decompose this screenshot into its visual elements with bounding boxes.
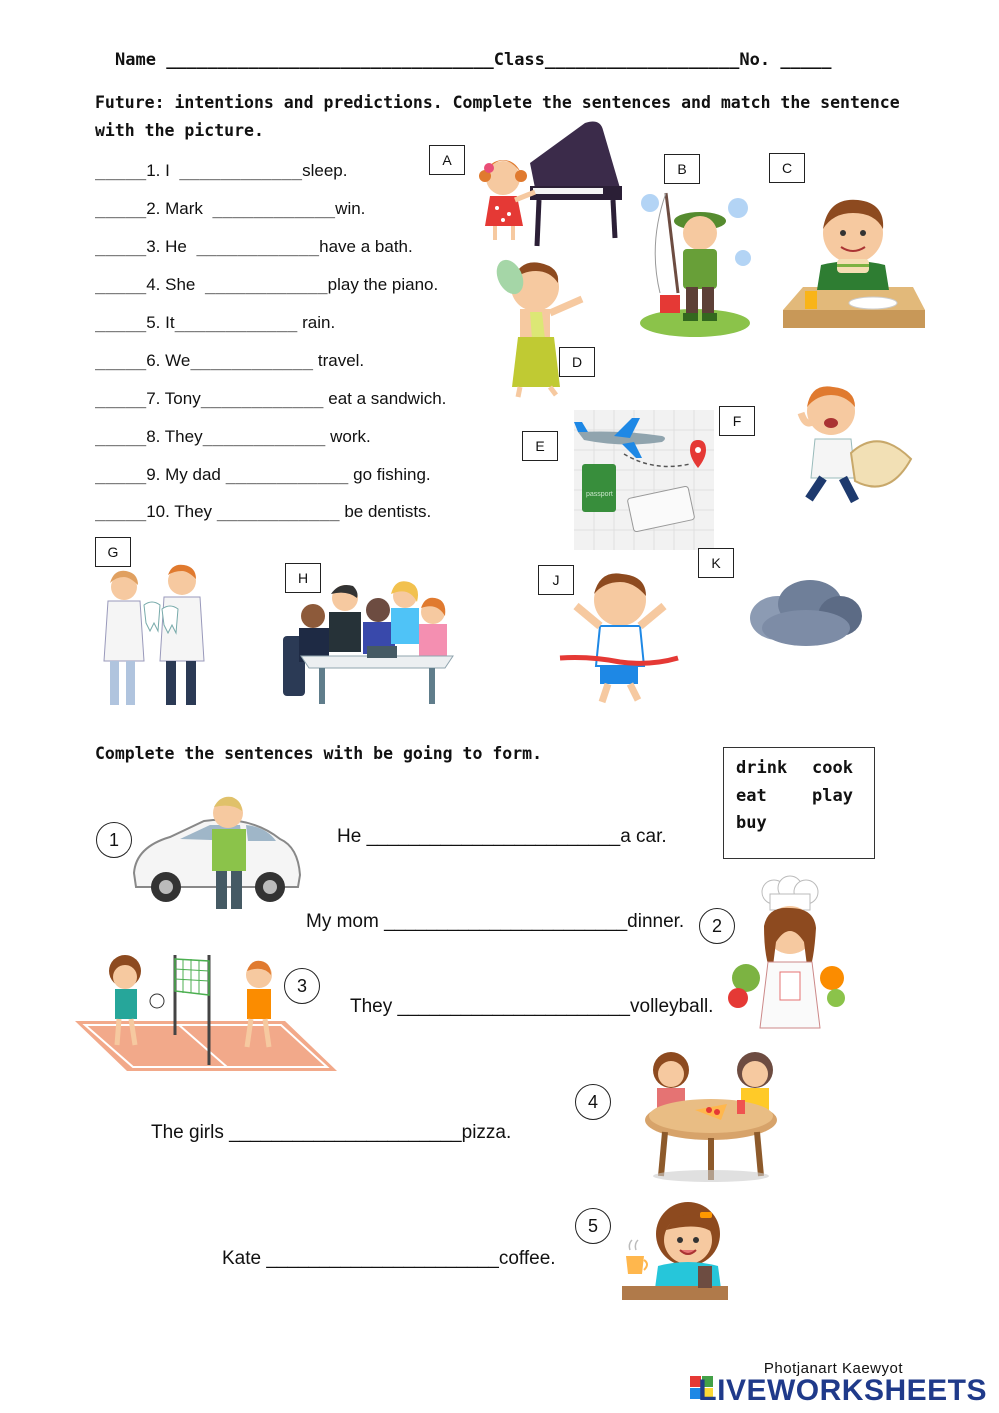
author-name: Photjanart Kaewyot (763, 1360, 903, 1377)
sentence-subject: The girls (151, 1122, 230, 1143)
sentence-4 (95, 275, 438, 295)
picture-label-b: B (664, 154, 700, 184)
picture-label-e: E (522, 431, 558, 461)
sentence-9 (95, 465, 431, 485)
item-number: 5. (146, 313, 161, 332)
answer-blank[interactable]: _____ (95, 389, 147, 409)
verb-blank[interactable]: ____________ (200, 389, 324, 409)
header-line (115, 50, 832, 70)
rain-cloud-picture (748, 578, 863, 650)
item-rest: travel. (313, 351, 365, 370)
answer-blank[interactable]: _____ (95, 237, 147, 257)
item-rest: sleep. (302, 161, 348, 180)
sentence-8 (95, 427, 371, 447)
chef-girl-picture (728, 880, 846, 1038)
class-field[interactable]: ___________________ (544, 50, 740, 70)
picture-label-c: C (769, 153, 805, 183)
item-subject: He (165, 237, 192, 256)
fishing-boy-picture (638, 183, 753, 338)
answer-blank[interactable]: ______________________ (397, 996, 631, 1017)
answer-blank[interactable]: _____ (95, 351, 147, 371)
item-rest: be dentists. (339, 502, 432, 521)
verb-blank[interactable]: ____________ (212, 199, 336, 219)
sentence-subject: They (350, 996, 398, 1017)
sentence-2 (95, 199, 365, 219)
answer-blank[interactable]: _____ (95, 313, 147, 333)
word-box (723, 747, 875, 859)
pizza-girls-picture (635, 1048, 783, 1183)
sentence-rest: pizza. (461, 1122, 512, 1143)
item-rest: win. (335, 199, 366, 218)
sentence-subject: Kate (222, 1248, 267, 1269)
verb-blank[interactable]: ____________ (179, 161, 303, 181)
sandwich-boy-picture (783, 195, 925, 330)
passport-text: passport (586, 491, 613, 498)
number-label: No. (739, 50, 771, 70)
picture-label-f: F (719, 406, 755, 436)
sentence-subject: He (337, 826, 367, 847)
sentence-1 (95, 161, 348, 181)
part2-instruction: Complete the sentences with be going to form. (95, 744, 543, 763)
verb-blank[interactable]: ____________ (190, 351, 314, 371)
item-subject: Tony (164, 389, 201, 408)
part1-instruction: Future: intentions and predictions. Complete the sentences and match the sentence with the picture. (95, 93, 900, 140)
answer-blank[interactable]: _____ (95, 275, 147, 295)
answer-blank[interactable]: _______________________ (384, 911, 628, 932)
sleepy-boy-picture (793, 383, 913, 506)
class-label: Class (493, 50, 545, 70)
sentence-rest: dinner. (627, 911, 685, 932)
item-subject: Mark (165, 199, 208, 218)
sentence-rest: a car. (620, 826, 667, 847)
item-number: 2. (146, 199, 161, 218)
sentence-5-text (222, 1248, 556, 1270)
word-drink: drink (736, 758, 788, 778)
office-meeting-picture (283, 576, 453, 706)
item-rest: play the piano. (327, 275, 439, 294)
item-number: 4. (146, 275, 161, 294)
sentence-rest: coffee. (498, 1248, 556, 1269)
item-number: 3. (146, 237, 161, 256)
item-subject: We (165, 351, 191, 370)
name-label: Name (115, 50, 156, 70)
answer-blank[interactable]: ________________________ (366, 826, 621, 847)
verb-blank[interactable]: ____________ (225, 465, 349, 485)
car-man-picture (130, 795, 302, 910)
word-buy: buy (736, 813, 767, 833)
answer-blank[interactable]: _____ (95, 427, 147, 447)
sentence-7 (95, 389, 446, 409)
item-number: 9. (146, 465, 161, 484)
piano-girl-picture (475, 118, 625, 248)
verb-blank[interactable]: ____________ (204, 275, 328, 295)
item-subject: My dad (165, 465, 226, 484)
name-field[interactable]: ________________________________ (166, 50, 494, 70)
sentence-rest: volleyball. (630, 996, 714, 1017)
sentence-2-text (306, 911, 684, 933)
runner-boy-picture (560, 570, 678, 705)
sentence-5 (95, 313, 335, 333)
answer-blank[interactable]: ______________________ (266, 1248, 499, 1269)
item-number: 6. (146, 351, 161, 370)
item-rest: rain. (297, 313, 336, 332)
verb-blank[interactable]: ____________ (202, 427, 326, 447)
item-number-2: 2 (699, 908, 735, 944)
item-subject: She (165, 275, 201, 294)
item-rest: have a bath. (319, 237, 413, 256)
answer-blank[interactable]: ______________________ (229, 1122, 462, 1143)
item-number-5: 5 (575, 1208, 611, 1244)
bath-boy-picture (490, 257, 590, 399)
item-rest: work. (325, 427, 371, 446)
picture-label-a: A (429, 145, 465, 175)
sentence-1-text (337, 826, 667, 848)
item-subject: They (164, 427, 203, 446)
item-number-1: 1 (96, 822, 132, 858)
verb-blank[interactable]: ____________ (216, 502, 340, 522)
word-play: play (812, 786, 853, 806)
sentence-6 (95, 351, 364, 371)
number-field[interactable]: _____ (780, 50, 832, 70)
sentence-3 (95, 237, 413, 257)
item-rest: eat a sandwich. (323, 389, 447, 408)
brand-wordmark[interactable]: LIVEWORKSHEETS (698, 1374, 987, 1407)
verb-blank[interactable]: ____________ (174, 313, 298, 333)
item-number: 1. (146, 161, 161, 180)
answer-blank[interactable]: _____ (95, 199, 147, 219)
answer-blank[interactable]: _____ (95, 465, 147, 485)
picture-label-h: H (285, 563, 321, 593)
verb-blank[interactable]: ____________ (196, 237, 320, 257)
coffee-girl-picture (622, 1200, 728, 1302)
word-cook: cook (812, 758, 853, 778)
sentence-3-text (350, 996, 713, 1018)
picture-label-j: J (538, 565, 574, 595)
item-number: 10. (146, 502, 170, 521)
item-number-3: 3 (284, 968, 320, 1004)
answer-blank[interactable]: _____ (95, 502, 147, 522)
word-eat: eat (736, 786, 767, 806)
sentence-subject: My mom (306, 911, 385, 932)
dentists-picture (100, 561, 212, 711)
travel-picture (574, 410, 714, 550)
item-subject: They (174, 502, 217, 521)
sentence-10 (95, 502, 431, 522)
answer-blank[interactable]: _____ (95, 161, 147, 181)
item-number: 7. (146, 389, 161, 408)
picture-label-d: D (559, 347, 595, 377)
item-subject: I (165, 161, 175, 180)
item-rest: go fishing. (348, 465, 431, 484)
picture-label-g: G (95, 537, 131, 567)
item-subject: It (165, 313, 175, 332)
picture-label-k: K (698, 548, 734, 578)
item-number-4: 4 (575, 1084, 611, 1120)
item-number: 8. (146, 427, 161, 446)
sentence-4-text (151, 1122, 511, 1144)
